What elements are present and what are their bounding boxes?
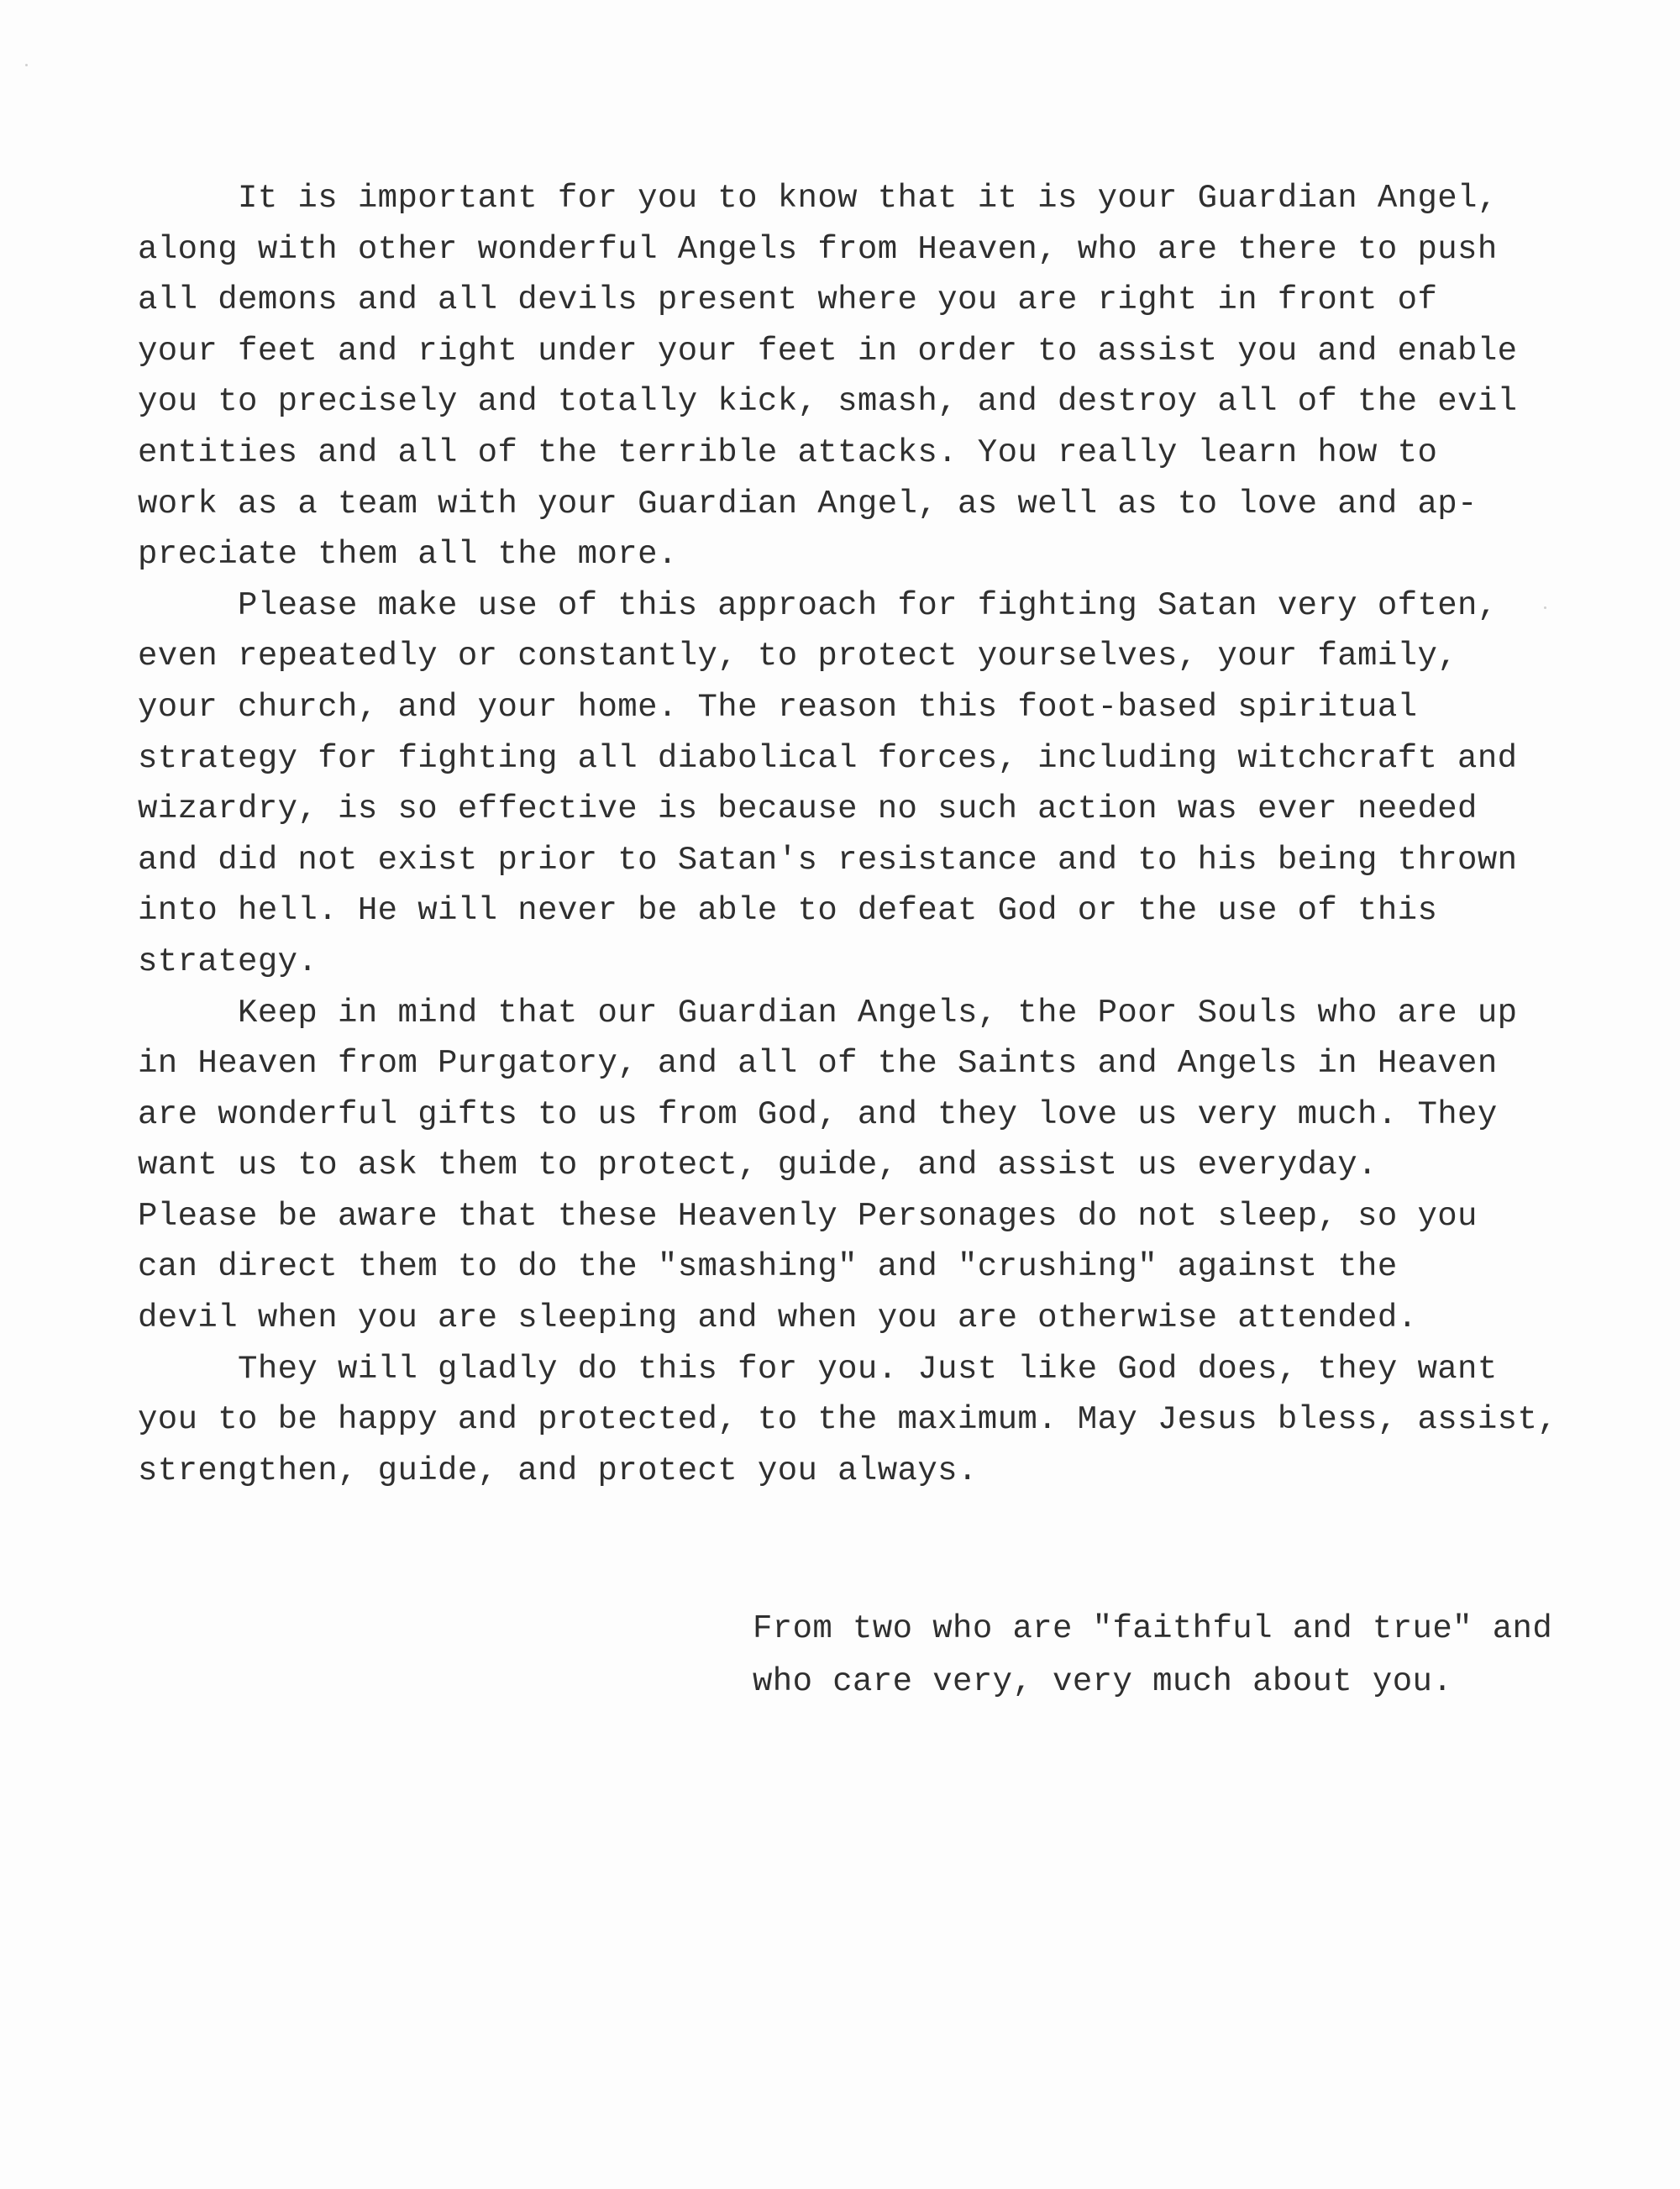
text-line: can direct them to do the "smashing" and "crushing" against the [138,1248,1398,1286]
text-line: in Heaven from Purgatory, and all of the Saints and Angels in Heaven [138,1045,1498,1083]
text-line: strategy. [138,942,318,980]
text-line: your church, and your home. The reason this foot-based spiritual [138,688,1418,726]
text-line: into hell. He will never be able to defeat God or the use of this [138,892,1438,930]
text-line: all demons and all devils present where you are right in front of [138,281,1438,319]
text-line: along with other wonderful Angels from Heaven, who are there to push [138,230,1498,268]
letter-body [138,173,1616,1496]
text-line: preciate them all the more. [138,536,678,574]
text-line: and did not exist prior to Satan's resistance and to his being thrown [138,841,1518,879]
text-line: wizardry, is so effective is because no such action was ever needed [138,790,1478,828]
text-line: work as a team with your Guardian Angel, as well as to love and ap- [138,485,1478,522]
text-line: your feet and right under your feet in order to assist you and enable [138,332,1518,370]
text-line: Please make use of this approach for fighting Satan very often, [138,586,1498,624]
paper-speck [25,64,28,66]
closing-line: From two who are "faithful and true" and [753,1610,1553,1647]
text-line: you to be happy and protected, to the maximum. May Jesus bless, assist, [138,1401,1558,1439]
paragraph-3 [138,988,1616,1344]
paragraph-1 [138,173,1616,580]
text-line: entities and all of the terrible attacks. You really learn how to [138,433,1438,471]
closing-line: who care very, very much about you. [753,1663,1453,1700]
text-line: strategy for fighting all diabolical forces, including witchcraft and [138,739,1518,777]
text-line: want us to ask them to protect, guide, and assist us everyday. [138,1147,1378,1184]
text-line: you to precisely and totally kick, smash, and destroy all of the evil [138,383,1518,421]
text-line: strengthen, guide, and protect you always. [138,1451,978,1489]
text-line: It is important for you to know that it is your Guardian Angel, [138,180,1498,217]
text-line: Please be aware that these Heavenly Personages do not sleep, so you [138,1197,1478,1235]
paragraph-4 [138,1344,1616,1497]
text-line: Keep in mind that our Guardian Angels, the Poor Souls who are up [138,994,1518,1032]
text-line: They will gladly do this for you. Just like God does, they want [138,1350,1498,1388]
text-line: devil when you are sleeping and when you are otherwise attended. [138,1299,1418,1337]
closing-signature [753,1603,1643,1709]
text-line: even repeatedly or constantly, to protect yourselves, your family, [138,638,1458,675]
text-line: are wonderful gifts to us from God, and they love us very much. They [138,1095,1498,1133]
paragraph-2 [138,580,1616,988]
